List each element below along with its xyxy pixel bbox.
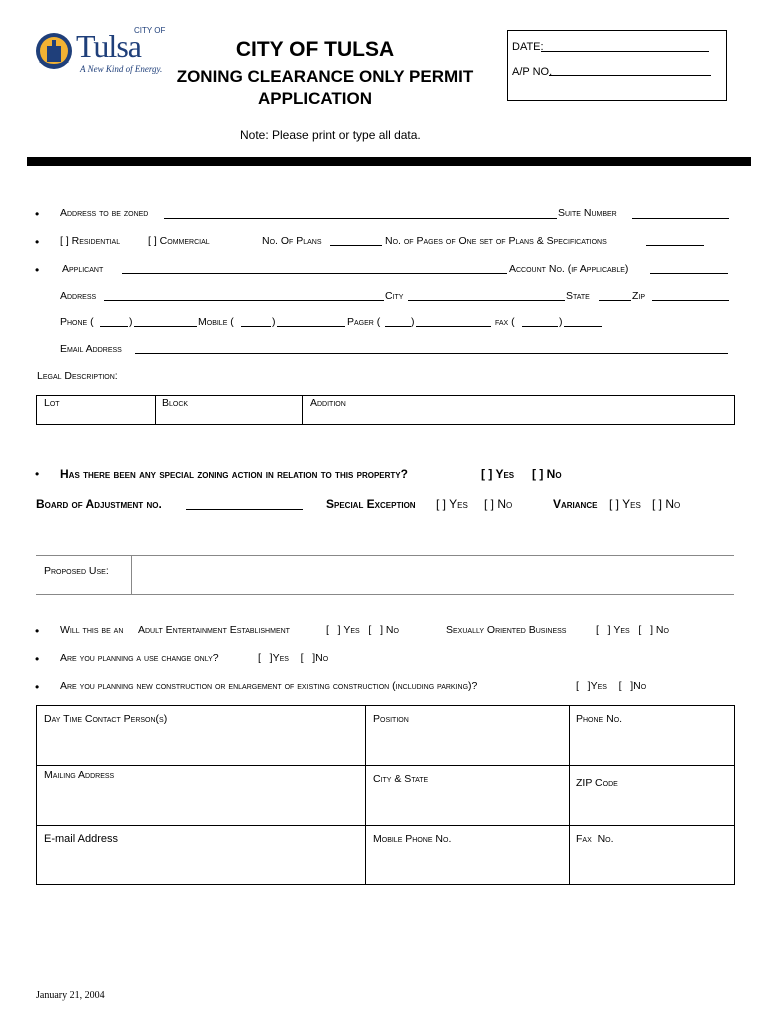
- block-field[interactable]: [156, 396, 301, 424]
- variance-label: Variance: [553, 497, 598, 511]
- special-exception-label: Special Exception: [326, 497, 416, 511]
- pager-label: Pager (: [347, 316, 381, 328]
- contact-person-field[interactable]: [38, 728, 363, 763]
- contact-table-divider: [365, 705, 366, 885]
- bullet-icon: •: [35, 680, 40, 694]
- mobile-close-paren: ): [272, 316, 276, 328]
- city-state-field[interactable]: [367, 790, 567, 823]
- variance-yes-checkbox[interactable]: [ ] Yes: [609, 497, 641, 511]
- special-zoning-yes-checkbox[interactable]: [ ] Yes: [481, 467, 515, 481]
- adult-entertainment-label: Adult Entertainment Establishment: [138, 624, 290, 636]
- applicant-address-label: Address: [60, 290, 97, 302]
- construction-question: Are you planning new construction or enlargement of existing construction (including parking)?: [60, 680, 478, 692]
- legal-description-label: Legal Description:: [37, 370, 118, 382]
- pager-area-field[interactable]: [385, 326, 411, 327]
- fax-no-label: Fax No.: [576, 833, 614, 845]
- adult-entertainment-options[interactable]: [ ] Yes [ ] No: [326, 624, 399, 636]
- zip-label: Zip: [632, 290, 646, 302]
- contact-fax-field[interactable]: [571, 848, 733, 883]
- special-exception-no-checkbox[interactable]: [ ] No: [484, 497, 513, 511]
- special-exception-yes-checkbox[interactable]: [ ] Yes: [436, 497, 468, 511]
- mobile-field[interactable]: [277, 326, 345, 327]
- no-of-pages-label: No. of Pages of One set of Plans & Specifications: [385, 235, 607, 247]
- contact-phone-field[interactable]: [571, 728, 733, 763]
- sexually-oriented-options[interactable]: [ ] Yes [ ] No: [596, 624, 669, 636]
- state-label: State: [566, 290, 590, 302]
- fax-label: fax (: [495, 316, 515, 328]
- addition-label: Addition: [310, 397, 346, 409]
- page-title: CITY OF TULSA: [235, 38, 395, 61]
- address-to-be-zoned-field[interactable]: [164, 218, 557, 219]
- state-field[interactable]: [599, 300, 631, 301]
- phone-no-label: Phone No.: [576, 713, 623, 725]
- bullet-icon: •: [35, 207, 40, 221]
- account-no-field[interactable]: [650, 273, 728, 274]
- email-field[interactable]: [135, 353, 728, 354]
- proposed-use-divider: [131, 555, 132, 594]
- ap-no-field[interactable]: [549, 75, 711, 76]
- phone-field[interactable]: [134, 326, 197, 327]
- date-label: DATE:: [512, 41, 544, 53]
- addition-field[interactable]: [303, 396, 734, 424]
- commercial-checkbox[interactable]: [ ] Commercial: [148, 235, 210, 247]
- bullet-icon: •: [35, 652, 40, 666]
- mobile-phone-label: Mobile Phone No.: [373, 833, 452, 845]
- variance-no-checkbox[interactable]: [ ] No: [652, 497, 681, 511]
- sexually-oriented-label: Sexually Oriented Business: [446, 624, 567, 636]
- suite-number-field[interactable]: [632, 218, 729, 219]
- proposed-use-top-border: [36, 555, 734, 556]
- email-address-label: E-mail Address: [44, 833, 118, 845]
- city-logo: [34, 26, 166, 78]
- city-label: City: [385, 290, 404, 302]
- lot-field[interactable]: [37, 396, 154, 424]
- use-change-options[interactable]: [ ]Yes [ ]No: [258, 652, 329, 664]
- city-seal-icon: [34, 28, 74, 74]
- no-of-pages-field[interactable]: [646, 245, 704, 246]
- contact-email-field[interactable]: [38, 848, 363, 883]
- mailing-address-field[interactable]: [38, 785, 363, 823]
- contact-table-row-divider: [36, 825, 735, 826]
- suite-number-label: Suite Number: [558, 207, 617, 219]
- city-field[interactable]: [408, 300, 565, 301]
- fax-close-paren: ): [559, 316, 563, 328]
- logo-tagline: A New Kind of Energy.: [80, 64, 163, 74]
- zip-field[interactable]: [652, 300, 729, 301]
- bullet-icon: •: [35, 624, 40, 638]
- position-field[interactable]: [367, 728, 567, 763]
- position-label: Position: [373, 713, 409, 725]
- pager-field[interactable]: [416, 326, 491, 327]
- adult-question-prefix: Will this be an: [60, 624, 124, 636]
- account-no-label: Account No. (if Applicable): [509, 263, 629, 275]
- instruction-note: Note: Please print or type all data.: [240, 128, 421, 142]
- special-zoning-question: Has there been any special zoning action in relation to this property?: [60, 467, 408, 481]
- address-to-be-zoned-label: Address to be zoned: [60, 207, 149, 219]
- phone-area-field[interactable]: [100, 326, 128, 327]
- zip-code-field[interactable]: [571, 792, 733, 823]
- city-state-label: City & State: [373, 773, 429, 785]
- mobile-area-field[interactable]: [241, 326, 271, 327]
- zip-code-label: ZIP Code: [576, 777, 618, 789]
- proposed-use-bottom-border: [36, 594, 734, 595]
- no-of-plans-label: No. Of Plans: [262, 235, 322, 247]
- board-of-adjustment-label: Board of Adjustment no.: [36, 497, 162, 511]
- logo-wordmark: Tulsa: [76, 28, 141, 64]
- proposed-use-label: Proposed Use:: [44, 565, 109, 577]
- phone-close-paren: ): [129, 316, 133, 328]
- section-divider-bar: [27, 157, 751, 166]
- pager-close-paren: ): [411, 316, 415, 328]
- residential-checkbox[interactable]: [ ] Residential: [60, 235, 121, 247]
- phone-label: Phone (: [60, 316, 94, 328]
- lot-label: Lot: [44, 397, 60, 409]
- special-zoning-no-checkbox[interactable]: [ ] No: [532, 467, 562, 481]
- construction-options[interactable]: [ ]Yes [ ]No: [576, 680, 647, 692]
- fax-field[interactable]: [564, 326, 602, 327]
- page-subtitle-line2: APPLICATION: [258, 89, 372, 108]
- mobile-phone-field[interactable]: [367, 848, 567, 883]
- bullet-icon: •: [35, 235, 40, 249]
- mailing-address-label: Mailing Address: [44, 769, 115, 781]
- ap-no-label: A/P NO.: [512, 66, 553, 78]
- page-subtitle: ZONING CLEARANCE ONLY PERMIT: [176, 67, 474, 86]
- bullet-icon: •: [35, 263, 40, 277]
- revision-date: January 21, 2004: [36, 990, 105, 1001]
- contact-person-label: Day Time Contact Person(s): [44, 713, 168, 725]
- email-label: Email Address: [60, 343, 122, 355]
- date-field[interactable]: [541, 51, 709, 52]
- use-change-question: Are you planning a use change only?: [60, 652, 219, 664]
- fax-area-field[interactable]: [522, 326, 558, 327]
- proposed-use-field[interactable]: [133, 557, 733, 593]
- applicant-address-field[interactable]: [104, 300, 384, 301]
- logo-city-of: CITY OF: [134, 26, 166, 35]
- contact-table-divider: [569, 705, 570, 885]
- mobile-label: Mobile (: [198, 316, 234, 328]
- applicant-label: Applicant: [62, 263, 104, 275]
- applicant-field[interactable]: [122, 273, 507, 274]
- board-of-adjustment-field[interactable]: [186, 509, 303, 510]
- contact-table-row-divider: [36, 765, 735, 766]
- no-of-plans-field[interactable]: [330, 245, 382, 246]
- block-label: Block: [162, 397, 189, 409]
- bullet-icon: •: [35, 467, 40, 481]
